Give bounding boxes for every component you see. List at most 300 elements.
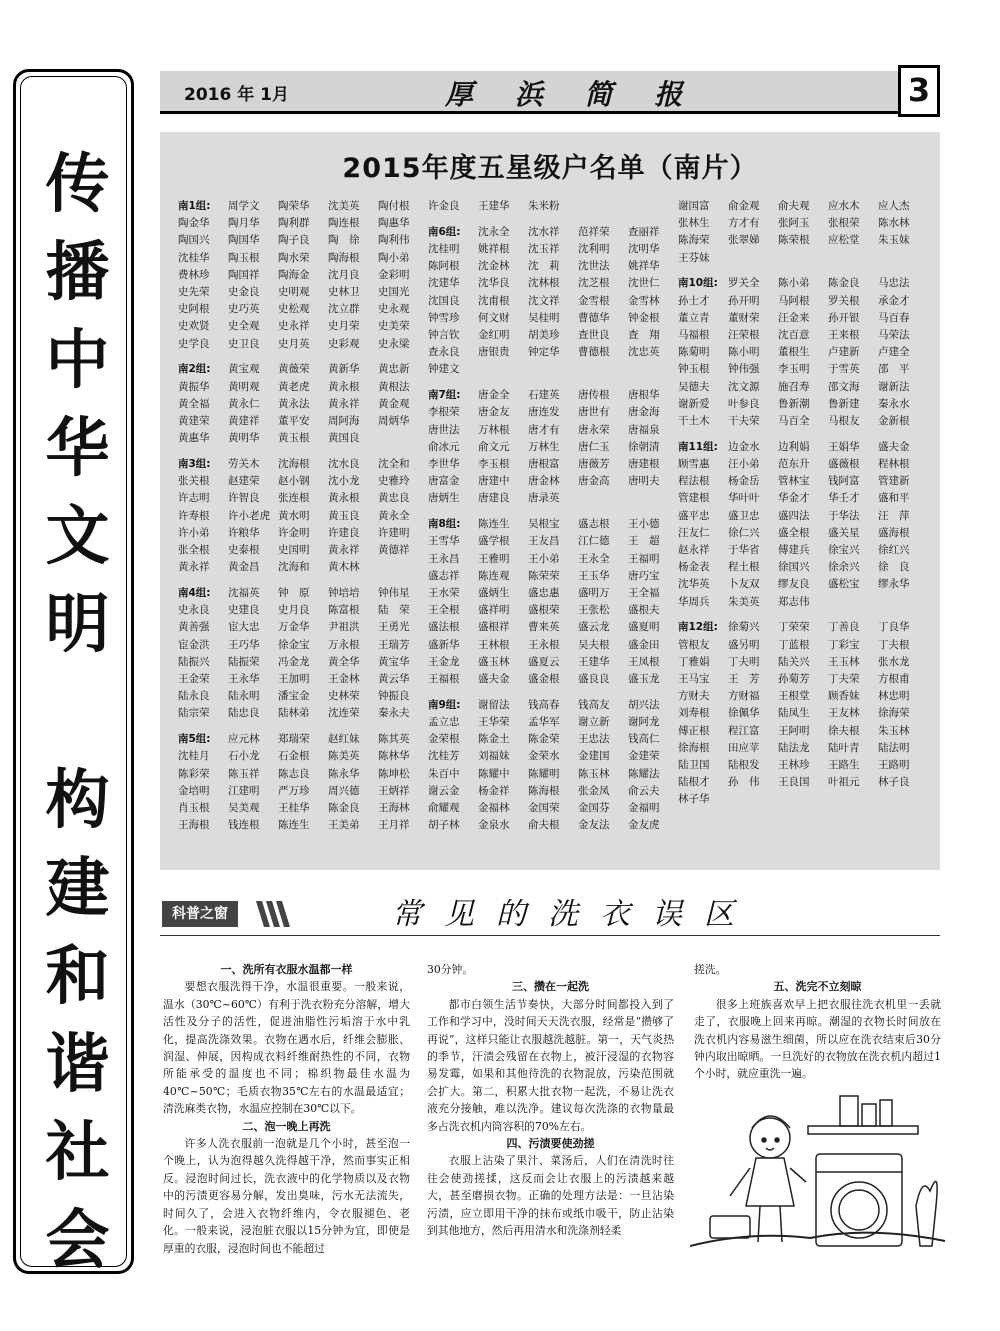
household-name: 缪友良: [778, 578, 810, 591]
name-row: [178, 215, 428, 232]
household-name: 许金明: [278, 526, 310, 539]
household-name: 尹祖洪: [328, 621, 360, 634]
household-name: 王福明: [628, 552, 660, 565]
household-name: 王华荣: [478, 716, 510, 729]
household-name: 许寿根: [178, 509, 210, 522]
household-name: 徐宝兴: [828, 544, 860, 557]
name-group: [178, 585, 428, 723]
name-row: [428, 310, 678, 327]
household-name: 曹德根: [578, 346, 610, 359]
name-row: [678, 473, 928, 490]
household-name: 俞冰元: [428, 440, 460, 453]
household-name: 沈明华: [628, 243, 660, 255]
household-name: 唐连发: [528, 406, 560, 419]
household-name: 刘寿根: [678, 707, 710, 720]
household-name: 钟伟强: [728, 363, 760, 376]
group-label: 南3组:: [178, 458, 211, 471]
household-name: 金泉水: [478, 819, 510, 832]
name-row: [178, 396, 428, 413]
household-name: 史全观: [228, 320, 260, 333]
household-name: 盛松宝: [828, 578, 860, 591]
name-row: [178, 473, 428, 490]
household-name: 马阿根: [778, 294, 810, 307]
household-name: 唐世法: [428, 423, 460, 436]
household-name: 黄全福: [178, 397, 210, 410]
household-name: 许建良: [328, 526, 360, 539]
household-name: 钱高仁: [628, 733, 660, 746]
household-name: 张金凤: [578, 784, 610, 797]
household-name: 边金水: [728, 440, 760, 453]
household-name: 唐金友: [478, 406, 510, 419]
household-name: 俞夫观: [778, 200, 810, 212]
household-name: 盛根荣: [528, 604, 560, 617]
name-row: [428, 748, 678, 765]
household-name: 马根友: [828, 415, 860, 428]
household-name: 沈海根: [278, 458, 310, 471]
household-name: 黄永法: [278, 397, 310, 410]
household-name: 汪荣根: [728, 329, 760, 342]
household-name: 沈桂华: [178, 251, 210, 264]
household-name: 唐建良: [478, 492, 510, 505]
household-name: 马百春: [878, 311, 910, 324]
household-name: 沈文祥: [528, 294, 560, 307]
household-name: 谢立新: [578, 716, 610, 729]
household-name: 陆宗荣: [178, 707, 210, 720]
household-name: 石建英: [528, 389, 560, 402]
household-name: 陆叶青: [828, 741, 860, 754]
name-row: [678, 508, 928, 525]
household-name: 干夫荣: [728, 415, 760, 428]
name-row: [178, 748, 428, 765]
household-name: 黄金昌: [228, 561, 260, 574]
household-name: 沈福英: [228, 587, 260, 600]
article-subheading: 五、洗完不立刻晾: [773, 980, 862, 994]
household-name: 应人杰: [878, 200, 910, 212]
household-name: 劳关木: [228, 458, 260, 471]
household-name: 丁善良: [828, 621, 860, 634]
household-name: 陶荣华: [278, 200, 310, 212]
household-name: 林忠明: [878, 690, 910, 703]
article-subheading: 二、泡一晚上再洗: [242, 1119, 331, 1133]
household-name: 朱百中: [428, 767, 460, 780]
household-name: 刘福妹: [478, 750, 510, 763]
household-name: 王娟华: [828, 440, 860, 453]
household-name: 钟言钦: [428, 329, 460, 342]
name-row: [178, 671, 428, 688]
household-name: 盛金田: [628, 638, 660, 651]
household-name: 黄玉根: [278, 432, 310, 445]
name-row: [678, 559, 928, 576]
household-name: 王海林: [378, 802, 410, 815]
household-name: 林子良: [878, 776, 910, 789]
household-name: 黄明华: [228, 432, 260, 445]
household-name: 陆法龙: [778, 741, 810, 754]
household-name: 黄水明: [278, 509, 310, 522]
name-row: [678, 215, 928, 232]
household-name: 董平安: [278, 415, 310, 428]
household-name: 金国荣: [528, 802, 560, 815]
household-name: 钟玉根: [678, 363, 710, 376]
household-name: 许小老虎: [228, 509, 270, 522]
name-group: [428, 387, 678, 507]
slogan-char: 文: [45, 500, 110, 574]
household-name: 冯金龙: [278, 655, 310, 668]
household-name: 史卫良: [228, 337, 260, 350]
household-name: 陈耀明: [528, 767, 560, 780]
household-name: 金雪林: [628, 294, 660, 307]
household-name: 唐录英: [528, 492, 560, 505]
household-name: 盛卫忠: [728, 509, 760, 522]
household-name: 张林生: [678, 217, 710, 230]
household-name: 沈华良: [478, 277, 510, 290]
name-row: [428, 224, 678, 241]
household-name: 史先荣: [178, 286, 210, 299]
name-row: [428, 602, 678, 619]
household-name: 王小德: [628, 518, 660, 531]
household-name: 史建良: [228, 604, 260, 617]
household-name: 王路生: [828, 759, 860, 772]
name-row: [178, 585, 428, 602]
household-name: 史巧英: [228, 303, 260, 316]
household-name: 张连根: [278, 492, 310, 505]
household-name: 陈坤松: [378, 767, 410, 780]
household-name: 王 超: [628, 535, 660, 548]
household-name: 万林根: [478, 423, 510, 436]
household-name: 史彩观: [328, 337, 360, 350]
household-name: 黄惠华: [178, 432, 210, 445]
household-name: 李玉明: [778, 363, 810, 376]
name-row: [178, 379, 428, 396]
household-name: 陶 徐: [328, 234, 360, 247]
name-row: [178, 318, 428, 335]
household-name: 陶付根: [378, 200, 410, 212]
household-name: 钟 原: [278, 587, 310, 600]
household-name: 黄永祥: [178, 561, 210, 574]
name-row: [678, 275, 928, 292]
household-name: 董立青: [678, 311, 710, 324]
household-name: 方财福: [728, 690, 760, 703]
household-name: 谢云金: [428, 784, 460, 797]
article-paragraph: 搓洗。: [694, 963, 727, 976]
household-name: 范祥荣: [578, 225, 610, 238]
household-name: 陈连生: [278, 819, 310, 832]
household-name: 沈利明: [578, 243, 610, 255]
household-name: 程江富: [728, 724, 760, 737]
household-name: 赵红妹: [328, 733, 360, 746]
slogan-char: 中: [45, 324, 110, 398]
household-name: 史永观: [378, 303, 410, 316]
household-name: 徐朝清: [628, 440, 660, 453]
household-name: 王雪华: [428, 535, 460, 548]
household-name: 沈建华: [428, 277, 460, 290]
household-name: 谢新爱: [678, 397, 710, 410]
household-name: 宦大忠: [228, 621, 260, 634]
honor-list-panel: [160, 132, 940, 870]
household-name: 王加明: [278, 673, 310, 686]
laundry-illustration: [690, 1086, 950, 1256]
name-row: [428, 654, 678, 671]
household-name: 黄老虎: [278, 380, 310, 393]
name-row: [178, 542, 428, 559]
household-name: 陶子良: [278, 234, 310, 247]
household-name: 陈荣荣: [528, 569, 560, 582]
household-name: 唐巧宝: [628, 569, 660, 582]
slogan-char: 构: [45, 764, 110, 838]
name-row: [428, 533, 678, 550]
household-name: 沈 莉: [528, 260, 560, 273]
household-name: 叶祖元: [828, 776, 860, 789]
household-name: 许智良: [228, 492, 260, 505]
household-name: 唐炳生: [428, 492, 460, 505]
name-row: [178, 525, 428, 542]
household-name: 吴德夫: [678, 380, 710, 393]
household-name: 周阿海: [328, 415, 360, 428]
name-row: [678, 344, 928, 361]
household-name: 王林根: [478, 638, 510, 651]
household-name: 徐海荣: [878, 707, 910, 720]
household-name: 沈永全: [478, 225, 510, 238]
household-name: 周兴德: [328, 784, 360, 797]
name-row: [428, 439, 678, 456]
name-row: [428, 422, 678, 439]
household-name: 史泰根: [228, 544, 260, 557]
household-name: 陶水荣: [278, 251, 310, 264]
household-name: 孟立忠: [428, 716, 460, 729]
household-name: 孙士才: [678, 294, 710, 307]
slogan-char: 播: [45, 236, 110, 310]
name-row: [428, 516, 678, 533]
article-subheading: 一、洗所有衣服水温都一样: [220, 963, 353, 976]
household-name: 史松观: [278, 303, 310, 316]
group-label: 南12组:: [678, 621, 718, 634]
household-name: 程林根: [878, 458, 910, 471]
household-name: 谢新法: [878, 380, 910, 393]
household-name: 马荣法: [878, 329, 910, 342]
household-name: 黄建荣: [178, 415, 210, 428]
group-label: 南2组:: [178, 363, 211, 376]
household-name: 史明观: [278, 286, 310, 299]
household-name: 金荣水: [528, 750, 560, 763]
household-name: 董根生: [778, 346, 810, 359]
name-row: [678, 232, 928, 249]
household-name: 金雪根: [578, 294, 610, 307]
household-name: 程法根: [678, 475, 710, 488]
household-name: 汪友仁: [678, 526, 710, 539]
household-name: 黄根法: [378, 380, 410, 393]
household-name: 鲁新潮: [778, 397, 810, 410]
name-group: [178, 361, 428, 447]
household-name: 陶国兴: [178, 234, 210, 247]
household-name: 卜友双: [728, 578, 760, 591]
household-name: 郑瑞荣: [278, 733, 310, 746]
group-label: 南1组:: [178, 200, 211, 212]
household-name: 秦永水: [878, 397, 910, 410]
household-name: 徐菊兴: [728, 621, 760, 634]
name-row: [428, 714, 678, 731]
name-row: [178, 361, 428, 378]
household-name: 姚祥根: [478, 243, 510, 255]
household-name: 陶利群: [278, 217, 310, 230]
household-name: 陆林弟: [278, 707, 310, 720]
household-name: 孙开银: [828, 311, 860, 324]
household-name: 陈连观: [478, 569, 510, 582]
household-name: 王金林: [328, 673, 360, 686]
household-name: 钟伟星: [378, 587, 410, 600]
household-name: 盛炳生: [478, 587, 510, 600]
household-name: 王雅明: [478, 552, 510, 565]
household-name: 杨金表: [678, 561, 710, 574]
name-group: [178, 731, 428, 834]
name-row: [428, 697, 678, 714]
honor-list-title: 2015年度五星级户名单（南片）: [342, 153, 758, 184]
household-name: 吴夫根: [578, 638, 610, 651]
household-name: 王桂华: [278, 802, 310, 815]
household-name: 金友法: [578, 819, 610, 832]
household-name: 管根友: [678, 638, 710, 651]
section-stripes-decoration: [254, 901, 294, 927]
household-name: 边利娟: [778, 440, 810, 453]
name-row: [678, 740, 928, 757]
side-slogan-inner-border: [20, 76, 127, 1278]
name-row: [428, 619, 678, 636]
slogan-char: 会: [45, 1204, 110, 1278]
household-name: 黄德祥: [378, 544, 410, 557]
household-name: 黄新华: [328, 363, 360, 376]
household-name: 丁彩宝: [828, 638, 860, 651]
household-name: 陈金良: [828, 277, 860, 290]
household-name: 沈世法: [578, 260, 610, 273]
household-name: 王全福: [628, 587, 660, 600]
name-row: [678, 637, 928, 654]
household-name: 王张松: [578, 604, 610, 617]
household-name: 黄永根: [328, 380, 360, 393]
name-row: [178, 336, 428, 353]
name-row: [678, 594, 928, 611]
group-label: 南9组:: [428, 698, 461, 711]
household-name: 邵 平: [878, 363, 910, 376]
household-name: 盛全根: [778, 526, 810, 539]
household-name: 缪永华: [878, 578, 910, 591]
household-name: 沈金林: [478, 260, 510, 273]
name-row: [678, 774, 928, 791]
household-name: 陈金良: [328, 802, 360, 815]
household-name: 许小弟: [178, 526, 210, 539]
household-name: 盛金根: [528, 673, 560, 686]
name-group: [678, 198, 928, 267]
group-label: 南10组:: [678, 277, 718, 290]
household-name: 秦永夫: [378, 707, 410, 720]
household-name: 唐建根: [628, 458, 660, 471]
household-name: 于雪英: [828, 363, 860, 376]
household-name: 盛志祥: [428, 569, 460, 582]
household-name: 史国明: [278, 544, 310, 557]
name-row: [678, 456, 928, 473]
group-label: 南7组:: [428, 389, 461, 402]
article-subheading: 四、污渍要使劲搓: [506, 1137, 595, 1151]
household-name: 俞金观: [728, 200, 760, 212]
name-row: [428, 258, 678, 275]
household-name: 张阿玉: [778, 217, 810, 230]
name-group: [428, 516, 678, 688]
household-name: 盛良良: [578, 673, 610, 686]
household-name: 李世华: [428, 458, 460, 471]
household-name: 唐富金: [428, 475, 460, 488]
household-name: 唐传根: [578, 389, 610, 402]
household-name: 盛根夫: [628, 604, 660, 617]
household-name: 陆永明: [228, 690, 260, 703]
article-paragraph: 都市白领生活节奏快，大部分时间都投入到了工作和学习中，没时间天天洗衣服，经常是“攒够了再说”，这样只能让衣服越洗越脏。第一，天气炎热的季节，汗渍会残留在衣物上，被汗浸湿的衣物容易发霉，如果和其他待洗的衣物混放，污染范围就会扩大。第二，积累大批衣物一起洗，不易让洗衣液充分接触，难以洗净。建议每次洗涤的衣物量最多占洗衣机内筒容积的70%左右。: [427, 997, 674, 1133]
household-name: 史金良: [228, 286, 260, 299]
household-name: 查世良: [578, 329, 610, 342]
name-row: [678, 413, 928, 430]
household-name: 钱阿富: [828, 475, 860, 488]
name-row: [428, 551, 678, 568]
household-name: 陆根发: [728, 759, 760, 772]
household-name: 盛志根: [578, 518, 610, 531]
household-name: 陈小弟: [778, 277, 810, 290]
name-row: [178, 250, 428, 267]
name-group: [428, 697, 678, 835]
household-name: 孙菊芳: [778, 673, 810, 686]
name-row: [428, 490, 678, 507]
household-name: 盛平忠: [678, 509, 710, 522]
household-name: 马忠法: [878, 277, 910, 290]
household-name: 沈美英: [328, 200, 360, 212]
name-row: [178, 688, 428, 705]
household-name: 华周兵: [678, 595, 710, 608]
household-name: 唐福泉: [628, 423, 660, 436]
household-name: 陶金华: [178, 217, 210, 230]
household-name: 金彩明: [378, 268, 410, 281]
household-name: 谢国富: [678, 200, 710, 212]
household-name: 胡子林: [428, 819, 460, 832]
household-name: 王海根: [178, 819, 210, 832]
household-name: 史林卫: [328, 286, 360, 299]
household-name: 俞夫根: [528, 819, 560, 832]
household-name: 徐夫根: [828, 724, 860, 737]
household-name: 金培明: [178, 784, 210, 797]
household-name: 李根荣: [428, 406, 460, 419]
name-row: [178, 232, 428, 249]
name-row: [178, 817, 428, 834]
household-name: 费林珍: [178, 268, 210, 281]
name-row: [178, 654, 428, 671]
name-row: [428, 817, 678, 834]
household-name: 沈甫根: [478, 294, 510, 307]
science-section-tag: 科普之窗: [162, 901, 238, 927]
name-group: [678, 275, 928, 430]
household-name: 王马宝: [678, 673, 710, 686]
household-name: 查 翔: [628, 329, 660, 342]
name-row: [428, 387, 678, 404]
household-name: 金新根: [878, 415, 910, 428]
household-name: 华叶叶: [728, 492, 760, 505]
name-row: [678, 396, 928, 413]
name-row: [428, 241, 678, 258]
household-name: 曹德华: [578, 311, 610, 324]
household-name: 沈全和: [378, 458, 410, 471]
name-row: [678, 619, 928, 636]
household-name: 朱玉林: [878, 724, 910, 737]
household-name: 董财荣: [728, 311, 760, 324]
name-row: [678, 671, 928, 688]
household-name: 盛新华: [428, 638, 460, 651]
household-name: 华金才: [778, 492, 810, 505]
name-row: [428, 568, 678, 585]
household-name: 陆卫国: [678, 759, 710, 772]
household-name: 陈金土: [478, 733, 510, 746]
household-name: 杨金祥: [478, 784, 510, 797]
